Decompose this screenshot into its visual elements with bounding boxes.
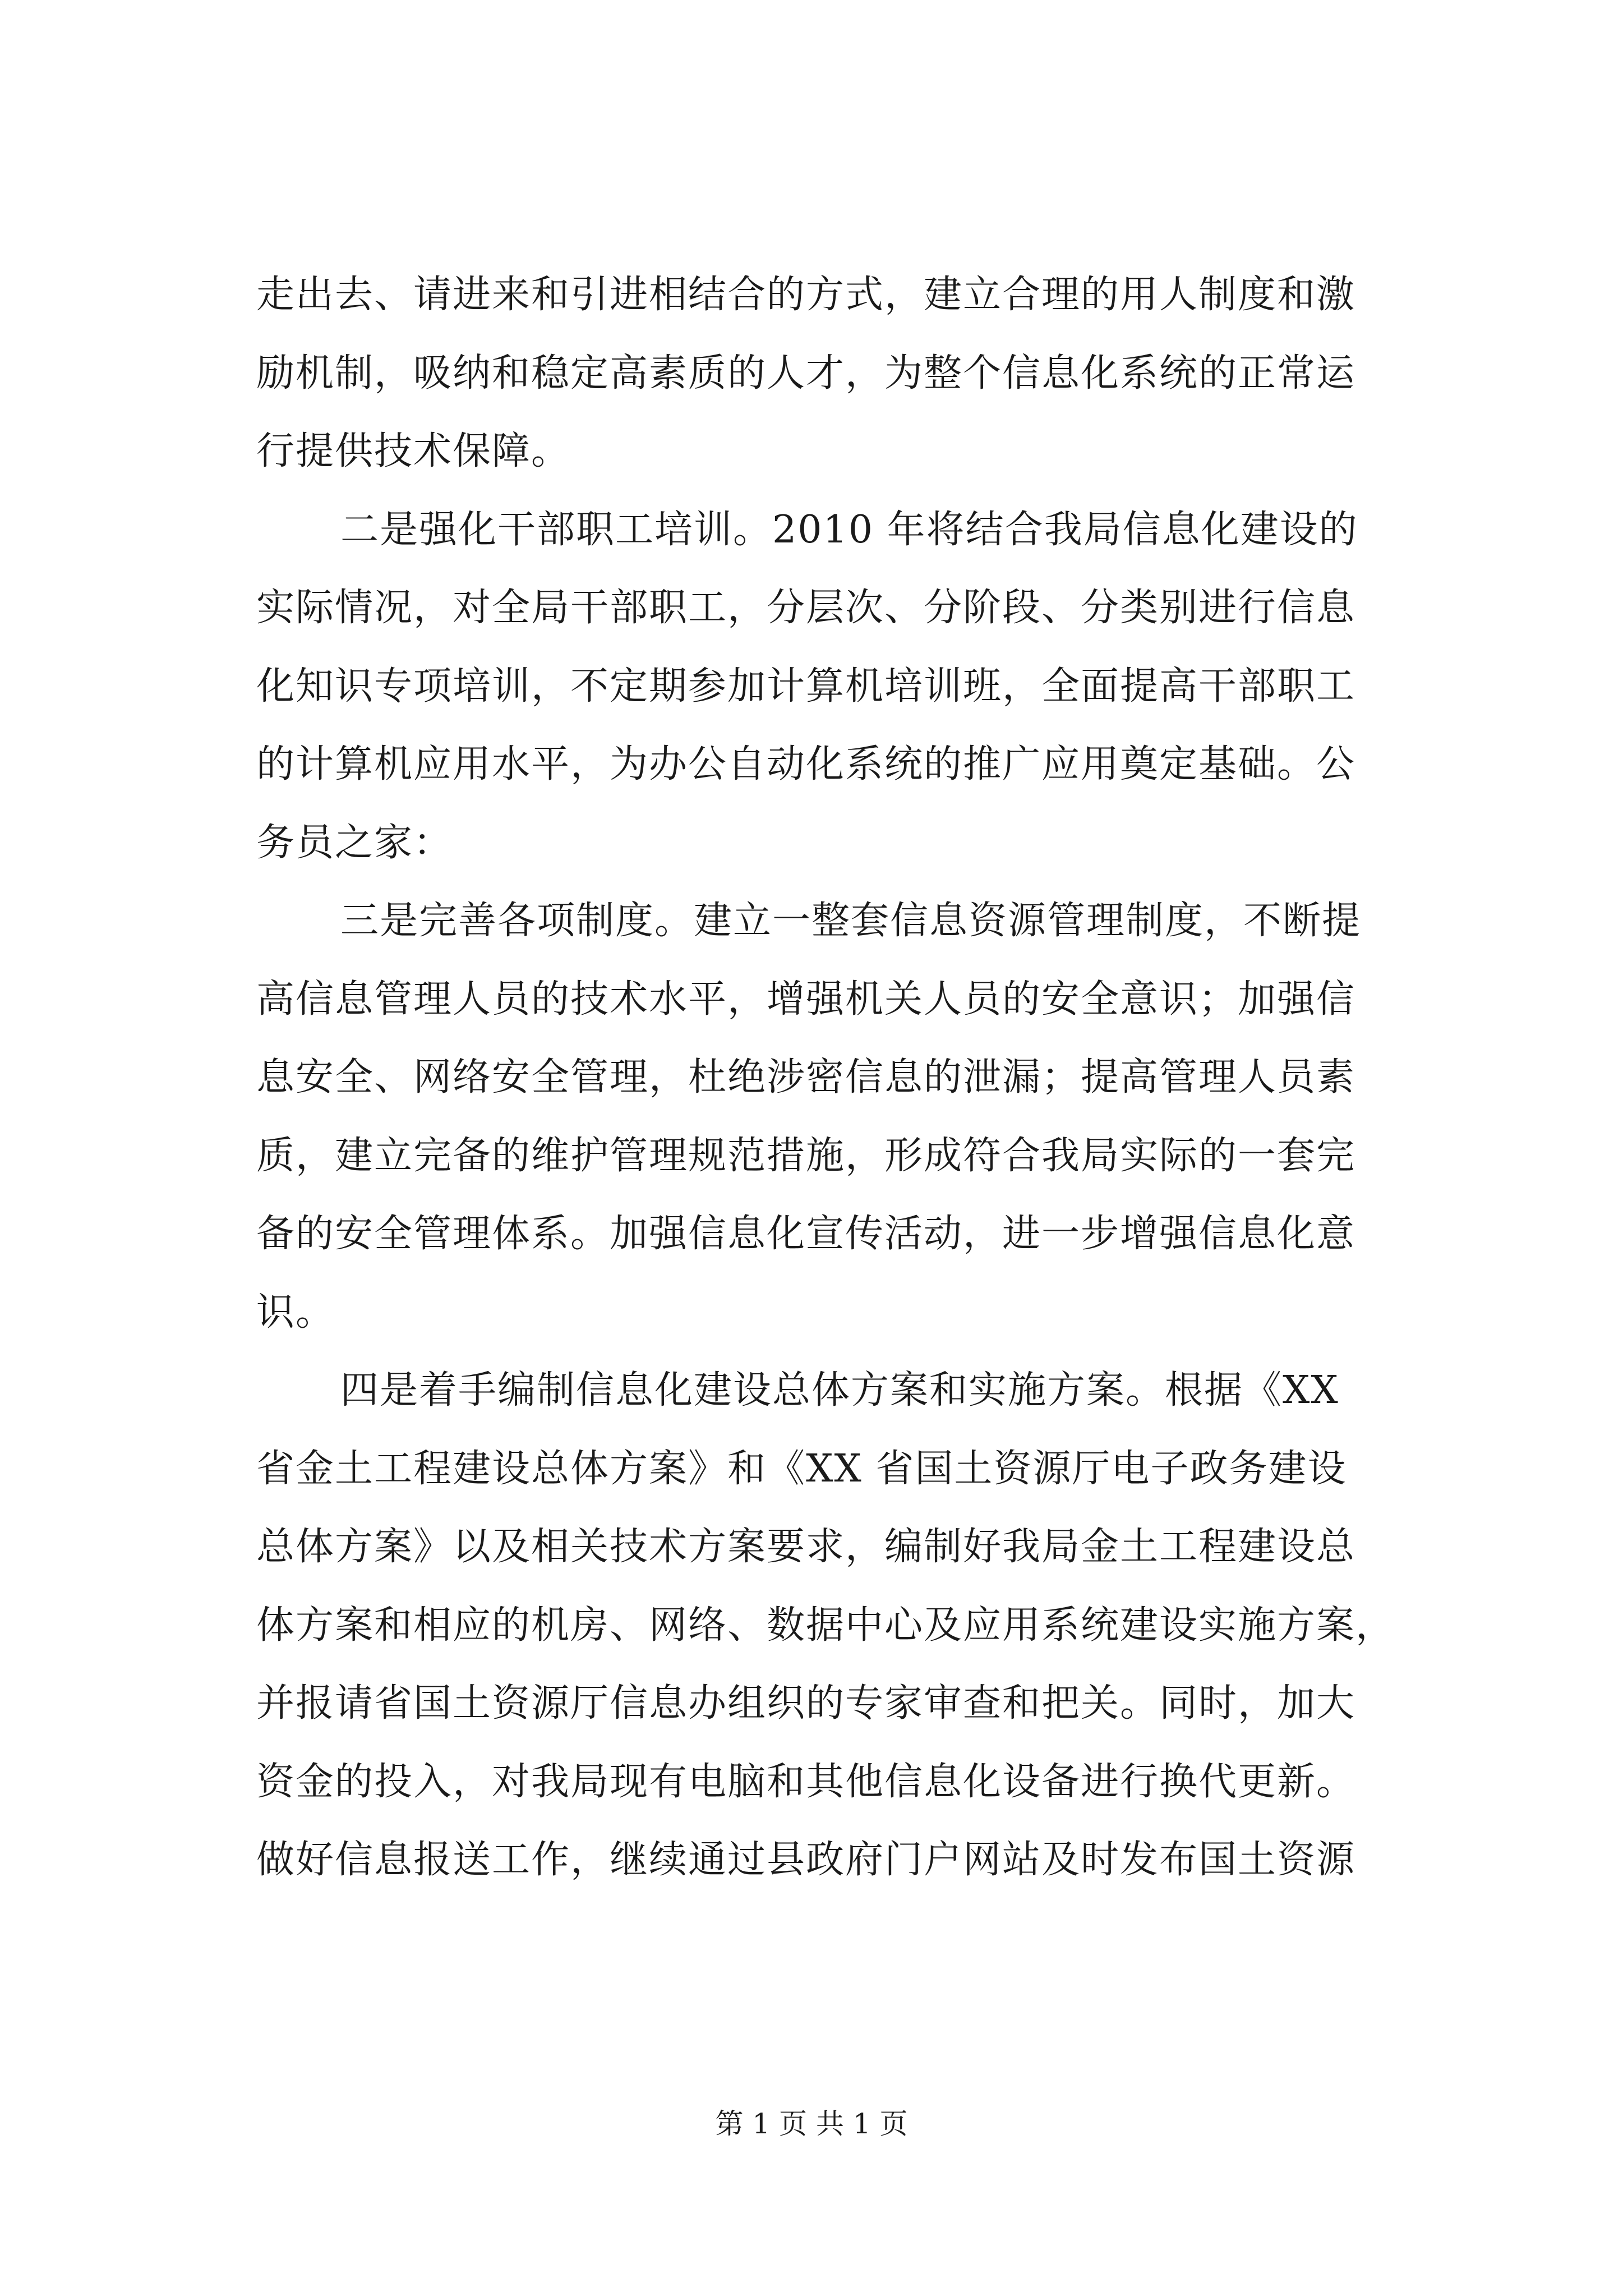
text-line: 的计算机应用水平，为办公自动化系统的推广应用奠定基础。公 xyxy=(256,742,1356,786)
text-line: 并报请省国土资源厅信息办组织的专家审查和把关。同时，加大 xyxy=(256,1681,1356,1726)
text-line: 省金土工程建设总体方案》和《XX 省国土资源厅电子政务建设 xyxy=(256,1446,1347,1491)
text-line: 实际情况，对全局干部职工，分层次、分阶段、分类别进行信息 xyxy=(256,586,1356,630)
text-line: 走出去、请进来和引进相结合的方式，建立合理的用人制度和激 xyxy=(256,273,1356,317)
text-line: 行提供技术保障。 xyxy=(256,429,571,473)
body-text xyxy=(256,256,1412,1899)
text-line: 资金的投入，对我局现有电脑和其他信息化设备进行换代更新。 xyxy=(256,1759,1356,1804)
text-line: 质，建立完备的维护管理规范措施，形成符合我局实际的一套完 xyxy=(256,1133,1356,1178)
text-line: 总体方案》以及相关技术方案要求，编制好我局金土工程建设总 xyxy=(256,1525,1356,1569)
text-line: 息安全、网络安全管理，杜绝涉密信息的泄漏；提高管理人员素 xyxy=(256,1055,1356,1099)
text-line: 体方案和相应的机房、网络、数据中心及应用系统建设实施方案， xyxy=(256,1603,1395,1648)
text-line: 务员之家： xyxy=(256,820,453,865)
text-line: 备的安全管理体系。加强信息化宣传活动，进一步增强信息化意 xyxy=(256,1212,1356,1256)
text-line: 四是着手编制信息化建设总体方案和实施方案。根据《XX xyxy=(340,1368,1339,1412)
text-line: 三是完善各项制度。建立一整套信息资源管理制度，不断提 xyxy=(340,899,1362,943)
text-line: 做好信息报送工作，继续通过县政府门户网站及时发布国土资源 xyxy=(256,1838,1356,1882)
text-line: 励机制，吸纳和稳定高素质的人才，为整个信息化系统的正常运 xyxy=(256,351,1356,395)
text-line: 识。 xyxy=(256,1290,335,1335)
text-line: 二是强化干部职工培训。2010 年将结合我局信息化建设的 xyxy=(340,507,1358,552)
text-line: 化知识专项培训，不定期参加计算机培训班，全面提高干部职工 xyxy=(256,664,1356,708)
page-footer: 第 1 页 共 1 页 xyxy=(715,2108,908,2140)
text-line: 高信息管理人员的技术水平，增强机关人员的安全意识；加强信 xyxy=(256,977,1356,1022)
